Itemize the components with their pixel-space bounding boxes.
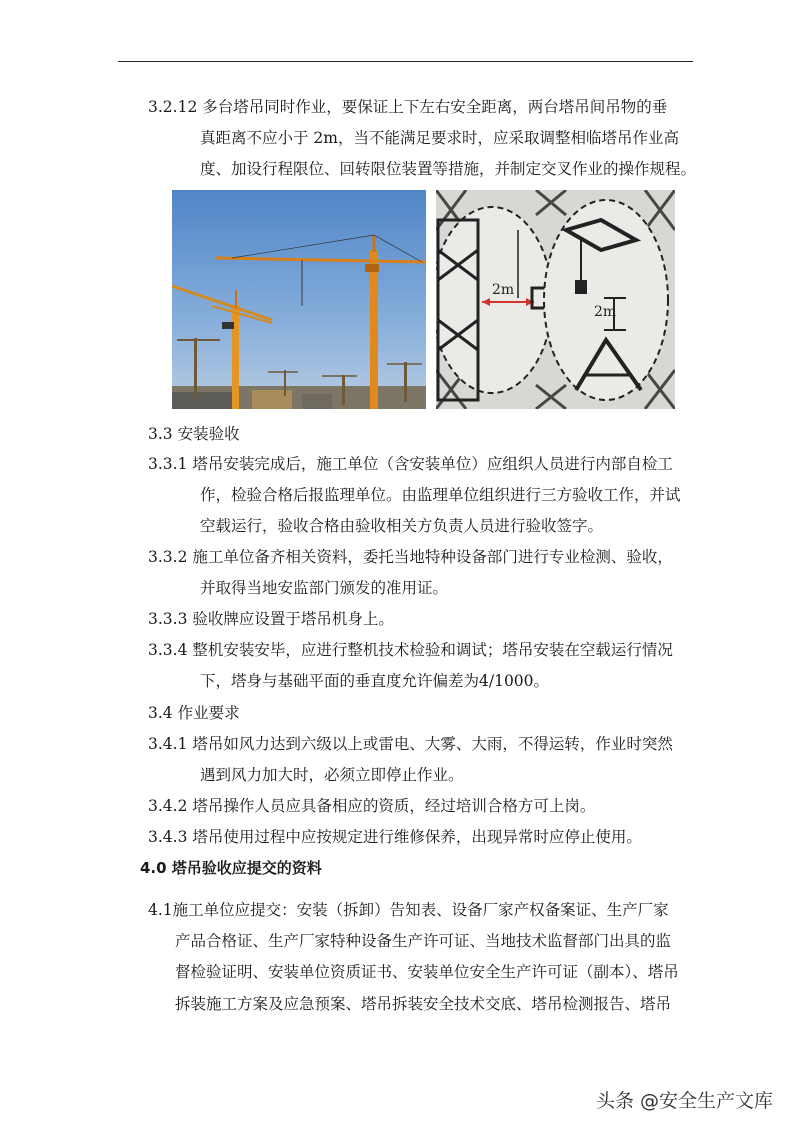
para-4-1-line4: 拆装施工方案及应急预案、塔吊拆装安全技术交底、塔吊检测报告、塔吊 bbox=[175, 995, 672, 1013]
para-3-3-1-line1: 3.3.1 塔吊安装完成后，施工单位（含安装单位）应组织人员进行内部自检工 bbox=[148, 455, 673, 473]
diagram-left-distance-label: 2m bbox=[492, 282, 515, 298]
tower-crane-photo bbox=[172, 190, 426, 409]
para-3-3-2-line2: 并取得当地安监部门颁发的准用证。 bbox=[200, 579, 449, 597]
diagram-right-distance-label: 2m bbox=[594, 304, 617, 320]
source-watermark: 头条 @安全生产文库 bbox=[596, 1090, 774, 1112]
para-3-2-12-line3: 度、加设行程限位、回转限位装置等措施，并制定交叉作业的操作规程。 bbox=[200, 160, 697, 178]
para-3-4-1-line2: 遇到风力加大时，必须立即停止作业。 bbox=[200, 766, 464, 784]
section-4-0-title: 4.0 塔吊验收应提交的资料 bbox=[140, 859, 322, 877]
para-4-1-line3: 督检验证明、安装单位资质证书、安装单位安全生产许可证（副本）、塔吊 bbox=[175, 963, 679, 981]
para-3-3-1-line2: 作，检验合格后报监理单位。由监理单位组织进行三方验收工作，并试 bbox=[200, 486, 681, 504]
para-3-2-12-line1: 3.2.12 多台塔吊同时作业，要保证上下左右安全距离，两台塔吊间吊物的垂 bbox=[148, 98, 668, 116]
para-3-3-3-line1: 3.3.3 验收牌应设置于塔吊机身上。 bbox=[148, 610, 394, 628]
para-3-2-12-line2: 真距离不应小于 2m，当不能满足要求时，应采取调整相临塔吊作业高 bbox=[200, 129, 679, 147]
para-3-3-4-line2: 下，塔身与基础平面的垂直度允许偏差为4/1000。 bbox=[200, 672, 550, 690]
para-4-1-line1: 4.1施工单位应提交：安装（拆卸）告知表、设备厂家产权备案证、生产厂家 bbox=[148, 901, 669, 919]
para-3-4-3-line1: 3.4.3 塔吊使用过程中应按规定进行维修保养，出现异常时应停止使用。 bbox=[148, 828, 642, 846]
header-rule bbox=[118, 61, 693, 62]
para-3-4-1-line1: 3.4.1 塔吊如风力达到六级以上或雷电、大雾、大雨，不得运转，作业时突然 bbox=[148, 735, 673, 753]
section-3-3-title: 3.3 安装验收 bbox=[148, 425, 240, 443]
para-3-3-1-line3: 空载运行，验收合格由验收相关方负责人员进行验收签字。 bbox=[200, 517, 604, 535]
para-3-3-2-line1: 3.3.2 施工单位备齐相关资料，委托当地特种设备部门进行专业检测、验收， bbox=[148, 548, 673, 566]
para-3-3-4-line1: 3.3.4 整机安装安毕，应进行整机技术检验和调试；塔吊安装在空载运行情况 bbox=[148, 641, 673, 659]
section-3-4-title: 3.4 作业要求 bbox=[148, 704, 240, 722]
para-4-1-line2: 产品合格证、生产厂家特种设备生产许可证、当地技术监督部门出具的监 bbox=[175, 932, 672, 950]
para-3-4-2-line1: 3.4.2 塔吊操作人员应具备相应的资质，经过培训合格方可上岗。 bbox=[148, 797, 596, 815]
crane-spacing-diagram bbox=[436, 190, 675, 409]
